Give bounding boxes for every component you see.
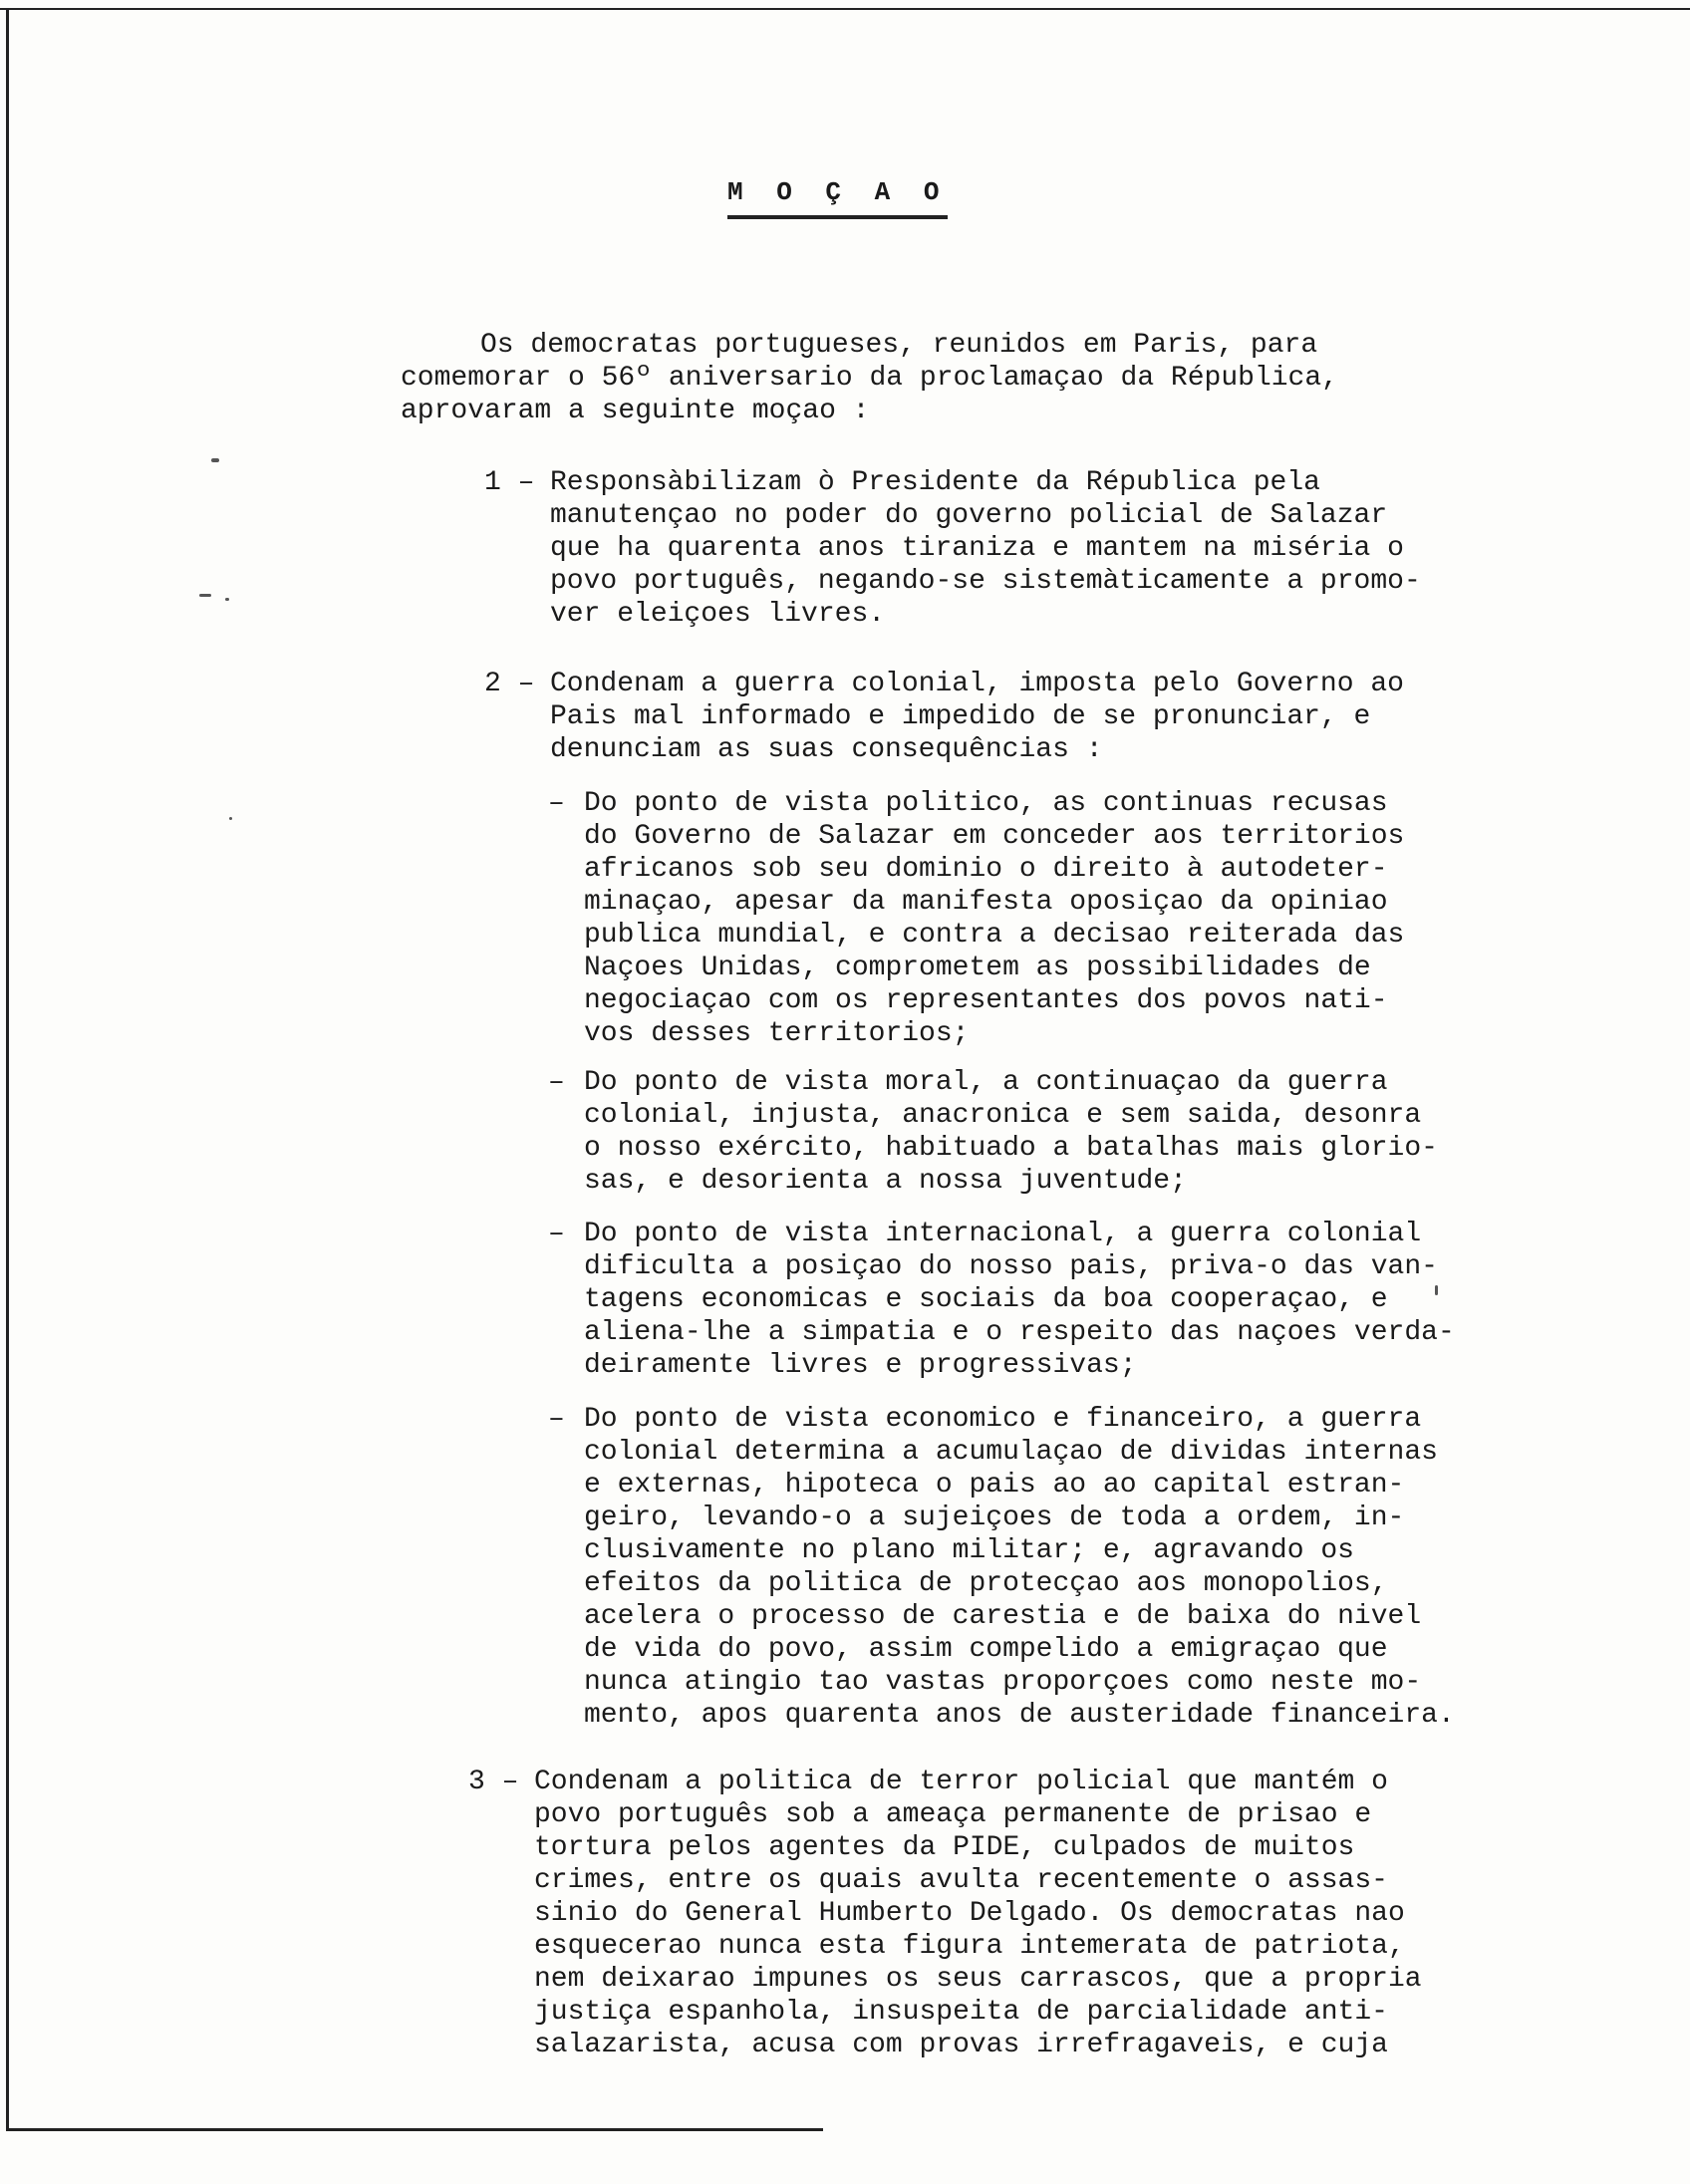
item-line: Condenam a guerra colonial, imposta pelo Governo ao bbox=[550, 669, 1404, 699]
item-line: que ha quarenta anos tiraniza e mantem na miséria o bbox=[550, 533, 1404, 564]
scan-speck bbox=[211, 458, 219, 462]
item-body bbox=[550, 668, 1404, 766]
item-line: denunciam as suas consequências : bbox=[550, 734, 1103, 765]
subitem-line: minaçao, apesar da manifesta oposiçao da opiniao bbox=[584, 887, 1388, 918]
item-number: 3 – bbox=[468, 1767, 519, 1797]
item-body bbox=[534, 1766, 1422, 2061]
subitem-line: vos desses territorios; bbox=[584, 1018, 970, 1049]
item-line: crimes, entre os quais avulta recentemente o assas- bbox=[534, 1865, 1388, 1896]
subitem-line: Naçoes Unidas, comprometem as possibilidades de bbox=[584, 953, 1371, 983]
item-line: esquecerao nunca esta figura intemerata de patriota, bbox=[534, 1931, 1405, 1962]
subitem-line: sas, e desorienta a nossa juventude; bbox=[584, 1166, 1187, 1197]
intro-line: Os democratas portugueses, reunidos em Paris, para bbox=[480, 330, 1318, 361]
subitem-dash: – bbox=[548, 1219, 565, 1249]
page-border-left bbox=[6, 8, 9, 2130]
item-line: ver eleiçoes livres. bbox=[550, 599, 886, 630]
subitem-body bbox=[584, 1218, 1455, 1382]
subitem-line: Do ponto de vista moral, a continuaçao da guerra bbox=[584, 1067, 1388, 1098]
item-line: sinio do General Humberto Delgado. Os democratas nao bbox=[534, 1898, 1405, 1929]
subitem-line: e externas, hipoteca o pais ao ao capital estran- bbox=[584, 1470, 1405, 1501]
subitem-body bbox=[584, 787, 1404, 1050]
subitem-line: africanos sob seu dominio o direito à autodeter- bbox=[584, 854, 1388, 885]
scan-speck bbox=[225, 598, 229, 601]
intro-paragraph bbox=[401, 329, 1338, 427]
item-line: Condenam a politica de terror policial que mantém o bbox=[534, 1767, 1388, 1797]
subitem-line: clusivamente no plano militar; e, agravando os bbox=[584, 1535, 1354, 1566]
subitem-line: do Governo de Salazar em conceder aos territorios bbox=[584, 821, 1405, 852]
item-line: salazarista, acusa com provas irrefragaveis, e cuja bbox=[534, 2030, 1388, 2060]
item-line: manutençao no poder do governo policial de Salazar bbox=[550, 500, 1388, 531]
subitem-line: tagens economicas e sociais da boa cooperaçao, e bbox=[584, 1284, 1388, 1315]
subitem-body bbox=[584, 1066, 1438, 1198]
subitem-dash: – bbox=[548, 1404, 565, 1435]
page-border-top bbox=[0, 8, 1690, 10]
item-line: Responsàbilizam ò Presidente da Républica pela bbox=[550, 467, 1320, 498]
subitem-line: mento, apos quarenta anos de austeridade financeira. bbox=[584, 1700, 1455, 1731]
subitem-line: nunca atingio tao vastas proporçoes como neste mo- bbox=[584, 1667, 1422, 1698]
page-border-bottom bbox=[6, 2128, 823, 2131]
subitem-line: o nosso exército, habituado a batalhas mais glorio- bbox=[584, 1133, 1438, 1164]
scan-speck bbox=[229, 817, 232, 820]
subitem-line: de vida do povo, assim compelido a emigraçao que bbox=[584, 1634, 1388, 1665]
subitem-line: Do ponto de vista politico, as continuas recusas bbox=[584, 788, 1388, 819]
scan-speck bbox=[199, 594, 211, 597]
subitem-line: Do ponto de vista internacional, a guerra colonial bbox=[584, 1219, 1422, 1249]
subitem-dash: – bbox=[548, 1067, 565, 1098]
subitem-line: acelera o processo de carestia e de baixa do nivel bbox=[584, 1601, 1422, 1632]
subitem-line: aliena-lhe a simpatia e o respeito das naçoes verda- bbox=[584, 1317, 1455, 1348]
subitem-line: efeitos da politica de protecçao aos monopolios, bbox=[584, 1568, 1388, 1599]
subitem-line: negociaçao com os representantes dos povos nati- bbox=[584, 985, 1388, 1016]
subitem-line: Do ponto de vista economico e financeiro, a guerra bbox=[584, 1404, 1422, 1435]
item-line: povo português sob a ameaça permanente de prisao e bbox=[534, 1799, 1372, 1830]
subitem-line: deiramente livres e progressivas; bbox=[584, 1350, 1137, 1381]
item-line: Pais mal informado e impedido de se pronunciar, e bbox=[550, 701, 1371, 732]
item-number: 1 – bbox=[484, 467, 535, 498]
subitem-body bbox=[584, 1403, 1455, 1732]
item-line: tortura pelos agentes da PIDE, culpados de muitos bbox=[534, 1832, 1355, 1863]
scan-speck bbox=[1435, 1285, 1438, 1295]
subitem-line: geiro, levando-o a sujeiçoes de toda a ordem, in- bbox=[584, 1502, 1405, 1533]
item-body bbox=[550, 466, 1421, 631]
subitem-dash: – bbox=[548, 788, 565, 819]
subitem-line: publica mundial, e contra a decisao reiterada das bbox=[584, 920, 1405, 951]
intro-line: aprovaram a seguinte moçao : bbox=[401, 396, 870, 426]
subitem-line: colonial, injusta, anacronica e sem saida, desonra bbox=[584, 1100, 1422, 1131]
subitem-line: dificulta a posiçao do nosso pais, priva-o das van- bbox=[584, 1251, 1438, 1282]
item-number: 2 – bbox=[484, 669, 535, 699]
document-title: M O Ç A O bbox=[727, 177, 948, 219]
subitem-line: colonial determina a acumulaçao de dividas internas bbox=[584, 1437, 1438, 1468]
intro-line: comemorar o 56º aniversario da proclamaçao da Républica, bbox=[401, 363, 1338, 394]
item-line: justiça espanhola, insuspeita de parcialidade anti- bbox=[534, 1997, 1388, 2028]
item-line: nem deixarao impunes os seus carrascos, que a propria bbox=[534, 1964, 1422, 1995]
item-line: povo português, negando-se sistemàticamente a promo- bbox=[550, 566, 1421, 597]
